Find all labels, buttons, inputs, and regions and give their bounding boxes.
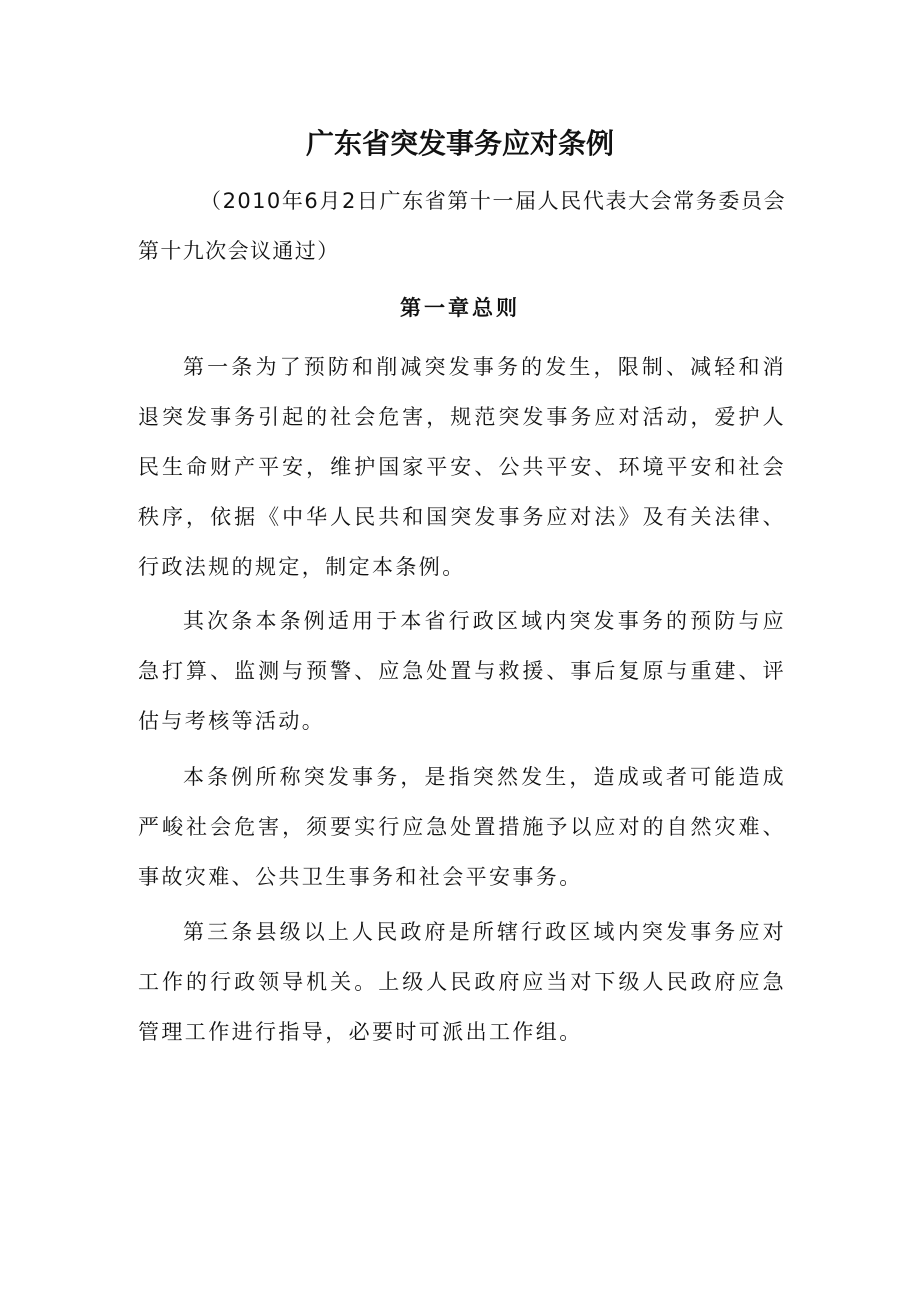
document-title: 广东省突发事务应对条例 xyxy=(305,127,614,160)
paragraph-article-3: 第三条县级以上人民政府是所辖行政区域内突发事务应对工作的行政领导机关。上级人民政府应当对下级人民政府应急管理工作进行指导，必要时可派出工作组。 xyxy=(138,920,786,1044)
paragraph-article-2: 其次条本条例适用于本省行政区域内突发事务的预防与应急打算、监测与预警、应急处置与救援、事后复原与重建、评估与考核等活动。 xyxy=(138,609,786,733)
paragraph-article-2-definition: 本条例所称突发事务，是指突然发生，造成或者可能造成严峻社会危害，须要实行应急处置措施予以应对的自然灾难、事故灾难、公共卫生事务和社会平安事务。 xyxy=(138,765,786,889)
document-subtitle: （2010年6月2日广东省第十一届人民代表大会常务委员会第十九次会议通过） xyxy=(138,189,786,263)
chapter-heading: 第一章总则 xyxy=(400,295,520,320)
paragraph-article-1: 第一条为了预防和削减突发事务的发生，限制、减轻和消退突发事务引起的社会危害，规范突发事务应对活动，爱护人民生命财产平安，维护国家平安、公共平安、环境平安和社会秩序，依据《中华人民共和国突发事务应对法》及有关法律、行政法规的规定，制定本条例。 xyxy=(138,355,786,579)
